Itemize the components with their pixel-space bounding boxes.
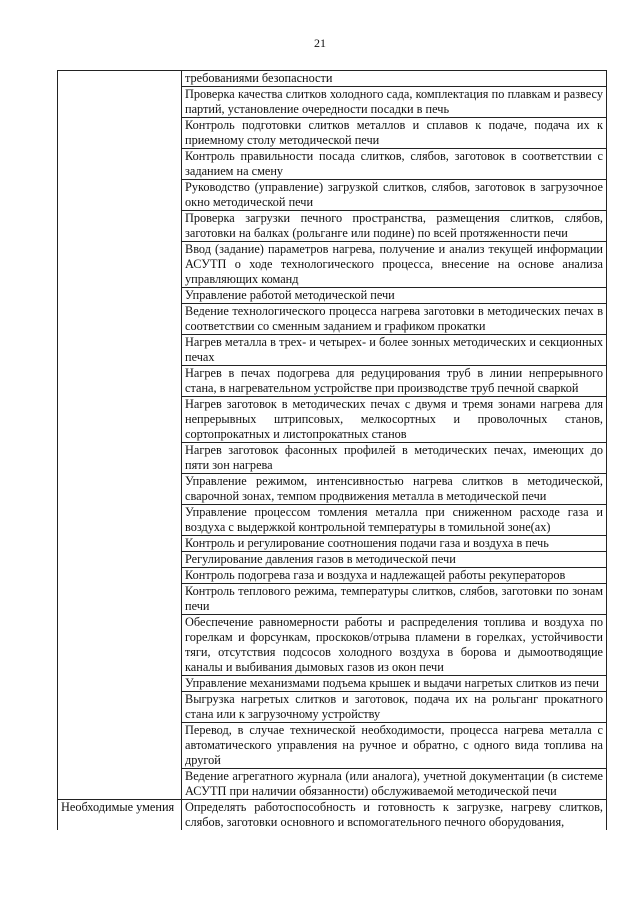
table-cell: Ведение технологического процесса нагрева заготовки в методических печах в соответствии со сменным заданием и графиком прокатки <box>182 304 607 335</box>
table-cell: Контроль и регулирование соотношения подачи газа и воздуха в печь <box>182 536 607 552</box>
table-body <box>58 71 607 800</box>
skills-text: Определять работоспособность и готовность к загрузке, нагреву слитков, слябов, заготовки основного и вспомогательного печного оборудования, <box>182 800 607 831</box>
table-row <box>58 800 607 831</box>
table-cell: Руководство (управление) загрузкой слитков, слябов, заготовок в загрузочное окно методической печи <box>182 180 607 211</box>
labor-actions-table <box>57 70 607 830</box>
table-cell: Ведение агрегатного журнала (или аналога), учетной документации (в системе АСУТП при наличии обязанности) обслуживаемой методической печи <box>182 769 607 800</box>
table-cell: Нагрев металла в трех- и четырех- и более зонных методических и секционных печах <box>182 335 607 366</box>
table-cell: Управление режимом, интенсивностью нагрева слитков в методической, сварочной зонах, темпом продвижения металла в методической печи <box>182 474 607 505</box>
table-cell: Регулирование давления газов в методической печи <box>182 552 607 568</box>
table-cell: Проверка загрузки печного пространства, размещения слитков, слябов, заготовки на балках (рольганге или подине) по всей протяженности печи <box>182 211 607 242</box>
table-cell: Контроль теплового режима, температуры слитков, слябов, заготовки по зонам печи <box>182 584 607 615</box>
table-cell: Контроль правильности посада слитков, слябов, заготовок в соответствии с заданием на смену <box>182 149 607 180</box>
table-cell: Контроль подготовки слитков металлов и сплавов к подаче, подача их к приемному столу методической печи <box>182 118 607 149</box>
table-cell: Управление процессом томления металла при сниженном расходе газа и воздуха с выдержкой контрольной температуры в томильной зоне(ах) <box>182 505 607 536</box>
page-number: 21 <box>314 36 326 50</box>
table-row <box>58 71 607 87</box>
table-cell: Нагрев в печах подогрева для редуцирования труб в линии непрерывного стана, в нагревательном устройстве при производстве труб печной сваркой <box>182 366 607 397</box>
skills-label: Необходимые умения <box>58 800 182 831</box>
table-cell: Нагрев заготовок в методических печах с двумя и тремя зонами нагрева для непрерывных штрипсовых, мелкосортных и проволочных станов, сортопрокатных и листопрокатных станов <box>182 397 607 443</box>
table-cell: Контроль подогрева газа и воздуха и надлежащей работы рекуператоров <box>182 568 607 584</box>
table-cell: Управление работой методической печи <box>182 288 607 304</box>
table-cell: Проверка качества слитков холодного сада, комплектация по плавкам и развесу партий, установление очередности посадки в печь <box>182 87 607 118</box>
table-cell: Нагрев заготовок фасонных профилей в методических печах, имеющих до пяти зон нагрева <box>182 443 607 474</box>
table-cell: Обеспечение равномерности работы и распределения топлива и воздуха по горелкам и форсункам, проскоков/отрыва пламени в горелках, устойчивости тяги, отсутствия подсосов холодного воздуха в борова и дымоотводящие каналы и выбивания дымовых газов из окон печи <box>182 615 607 676</box>
table-cell: требованиями безопасности <box>182 71 607 87</box>
table-cell: Выгрузка нагретых слитков и заготовок, подача их на рольганг прокатного стана или к загрузочному устройству <box>182 692 607 723</box>
table-cell: Ввод (задание) параметров нагрева, получение и анализ текущей информации АСУТП о ходе технологического процесса, внесение на основе анализа управляющих команд <box>182 242 607 288</box>
labor-actions-label-cell <box>58 71 182 800</box>
table-cell: Перевод, в случае технической необходимости, процесса нагрева металла с автоматического управления на ручное и обратно, с одного вида топлива на другой <box>182 723 607 769</box>
table-cell: Управление механизмами подъема крышек и выдачи нагретых слитков из печи <box>182 676 607 692</box>
skills-section <box>58 800 607 831</box>
